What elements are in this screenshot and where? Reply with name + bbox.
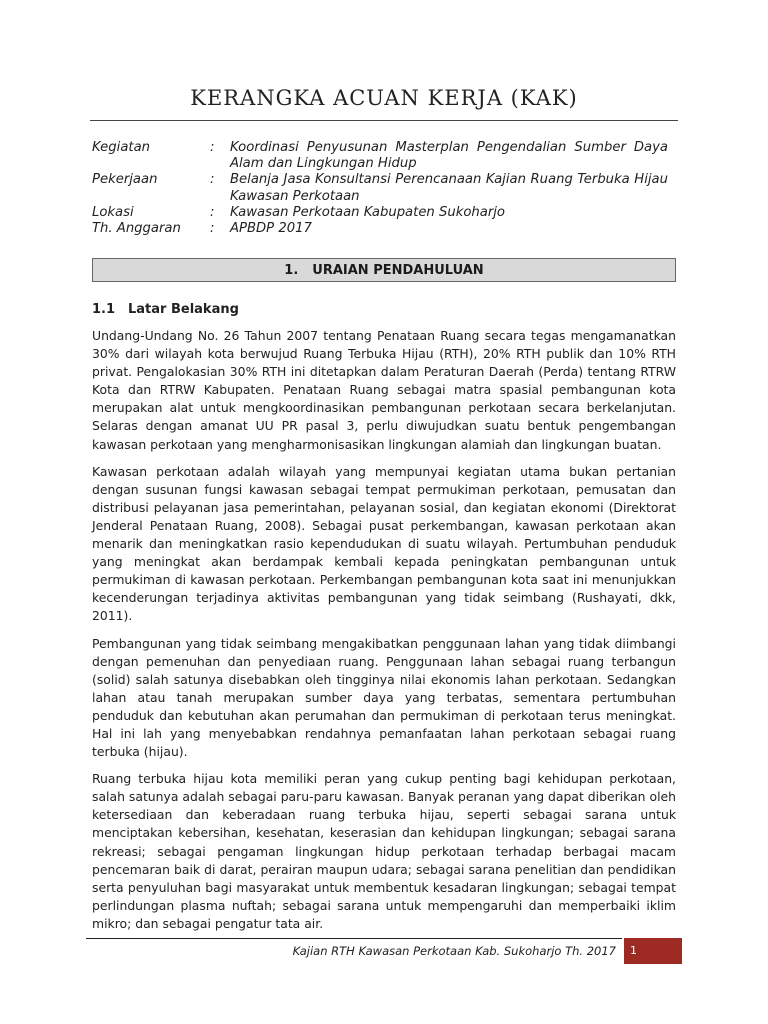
body-text [92,327,676,942]
meta-row-pekerjaan [92,172,668,204]
meta-value: Belanja Jasa Konsultansi Perencanaan Kajian Ruang Terbuka Hijau Kawasan Perkotaan [230,172,668,204]
meta-row-lokasi [92,205,668,221]
paragraph: Undang-Undang No. 26 Tahun 2007 tentang Penataan Ruang secara tegas mengamanatkan 30% dari wilayah kota berwujud Ruang Terbuka Hijau (RTH), 20% RTH publik dan 10% RTH privat. Pengalokasian 30% RTH ini ditetapkan dalam Peraturan Daerah (Perda) tentang RTRW Kota dan RTRW Kabupaten. Penataan Ruang sebagai matra spasial pembangunan kota merupakan alat untuk mengkoordinasikan pembangunan perkotaan secara berkelanjutan. Selaras dengan amanat UU PR pasal 3, perlu diwujudkan suatu bentuk pengembangan kawasan perkotaan yang mengharmonisasikan lingkungan alamiah dan lingkungan buatan. [92,328,676,452]
document-title: KERANGKA ACUAN KERJA (KAK) [190,86,578,110]
paragraph: Kawasan perkotaan adalah wilayah yang mempunyai kegiatan utama bukan pertanian dengan susunan fungsi kawasan sebagai tempat permukiman perkotaan, pemusatan dan distribusi pelayanan jasa pemerintahan, pelayanan sosial, dan kegiatan ekonomi (Direktorat Jenderal Penataan Ruang, 2008). Sebagai pusat perkembangan, kawasan perkotaan akan menarik dan meningkatkan rasio kependudukan di suatu wilayah. Pertumbuhan penduduk yang meningkat akan berdampak kembali kepada peningkatan pembangunan untuk permukiman di kawasan perkotaan. Perkembangan pembangunan kota saat ini menunjukkan kecenderungan terjadinya aktivitas pembangunan yang tidak seimbang (Rushayati, dkk, 2011). [92,463,676,624]
subsection-heading [92,302,239,317]
meta-label: Th. Anggaran [92,221,181,237]
meta-label: Lokasi [92,204,134,220]
section-heading [92,258,676,282]
section-title: URAIAN PENDAHULUAN [312,262,484,278]
document-metadata [92,140,668,237]
meta-value: APBDP 2017 [230,221,312,237]
meta-colon: : [210,221,215,237]
subsection-number: 1.1 [92,302,116,317]
meta-colon: : [210,172,215,188]
meta-row-anggaran [92,221,668,237]
meta-label: Pekerjaan [92,172,158,188]
subsection-title: Latar Belakang [128,302,239,317]
page-number: 1 [624,938,682,964]
section-number: 1. [284,262,299,278]
meta-row-kegiatan [92,140,668,172]
meta-value: Kawasan Perkotaan Kabupaten Sukoharjo [230,204,506,220]
meta-value: Koordinasi Penyusunan Masterplan Pengendalian Sumber Daya Alam dan Lingkungan Hidup [230,140,668,172]
paragraph: Pembangunan yang tidak seimbang mengakibatkan penggunaan lahan yang tidak diimbangi dengan pemenuhan dan penyediaan ruang. Penggunaan lahan sebagai ruang terbangun (solid) salah satunya disebabkan oleh tingginya nilai ekonomis lahan perkotaan. Sedangkan lahan atau tanah merupakan sumber daya yang terbatas, sementara pertumbuhan penduduk dan kebutuhan akan perumahan dan permukiman di perkotaan terus meningkat. Hal ini lah yang menyebabkan rendahnya pemanfaatan lahan perkotaan sebagai ruang terbuka (hijau). [92,635,676,760]
footer-divider [86,938,622,939]
meta-colon: : [210,204,215,220]
footer-text: Kajian RTH Kawasan Perkotaan Kab. Sukoharjo Th. 2017 [292,944,616,958]
paragraph: Ruang terbuka hijau kota memiliki peran yang cukup penting bagi kehidupan perkotaan, salah satunya adalah sebagai paru-paru kawasan. Banyak peranan yang dapat diberikan oleh ketersediaan dan keberadaan ruang terbuka hijau, seperti sebagai sarana untuk menciptakan kebersihan, kesehatan, keserasian dan kehidupan lingkungan; sebagai sarana rekreasi; sebagai pengaman lingkungan hidup perkotaan terhadap berbagai macam pencemaran baik di darat, perairan maupun udara; sebagai sarana penelitian dan pendidikan serta penyuluhan bagi masyarakat untuk membentuk kesadaran lingkungan; sebagai tempat perlindungan plasma nuftah; sebagai sarana untuk mempengaruhi dan memperbaiki iklim mikro; dan sebagai pengatur tata air. [92,771,676,931]
meta-colon: : [210,140,215,155]
title-divider [90,120,678,121]
meta-label: Kegiatan [92,140,151,155]
